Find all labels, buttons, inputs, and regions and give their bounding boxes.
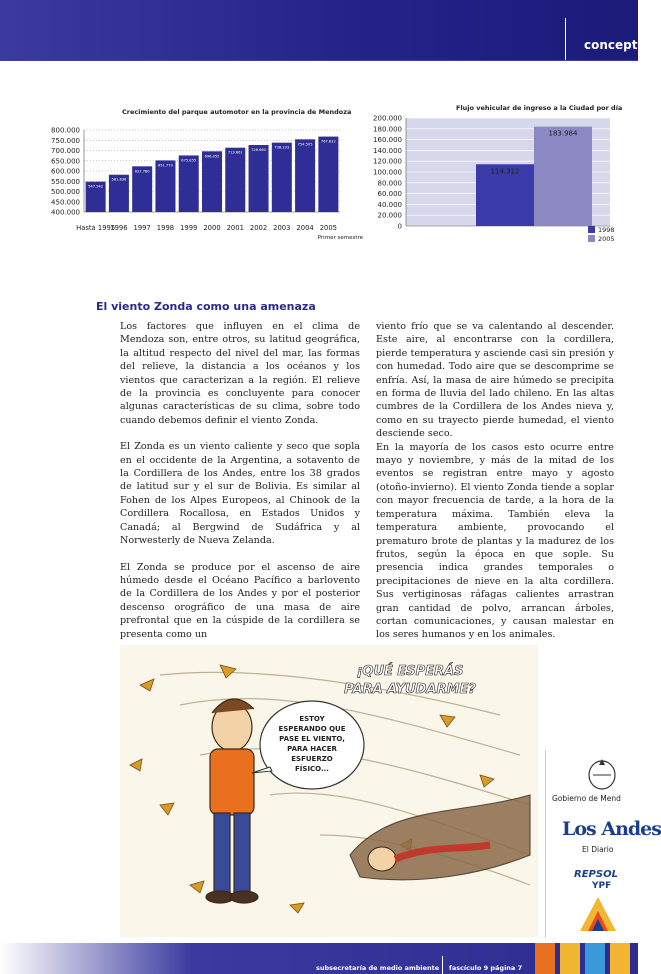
y-tick-label: 450.000 xyxy=(51,198,80,207)
gobierno-label: Gobierno de Mend xyxy=(552,794,621,803)
bar xyxy=(202,151,222,212)
bar-data-label: 622.780 xyxy=(134,169,150,174)
bar-data-label: 738.233 xyxy=(274,145,290,150)
bar-data-label: 183.984 xyxy=(548,129,578,138)
footer-color-square xyxy=(585,943,605,974)
article-left-column xyxy=(120,320,360,654)
x-tick-label: 1996 xyxy=(110,224,128,232)
el-diario-label: El Diario xyxy=(582,845,614,854)
footer-color-square xyxy=(535,943,555,974)
header-rule xyxy=(0,60,638,61)
bar-data-label: 754.505 xyxy=(297,142,313,147)
y-tick-label: 120.000 xyxy=(373,157,402,166)
bar-data-label: 675.855 xyxy=(181,158,197,163)
cartoon-title-line: ¡QUÉ ESPERÁS xyxy=(356,664,464,679)
y-tick-label: 500.000 xyxy=(51,188,80,196)
bar-data-label: 114.312 xyxy=(490,167,520,176)
footer-color-square xyxy=(610,943,630,974)
article-paragraph: El Zonda se produce por el ascenso de aire húmedo desde el Océano Pacífico a barlovento de la Cordillera de los Andes y por el posterior descenso orográfico de una masa de aire prefrontal que en la cúspide de la cordillera se presenta como un xyxy=(120,561,360,640)
x-note: Primer semestre xyxy=(317,235,364,241)
article-paragraph: viento frío que se va calentando al descender. Este aire, al encontrarse con la cordillera, pierde temperatura y asciende casi sin presión y con humedad. Todo aire que se descomprime se enfría. Así, la masa de aire húmedo se precipita en forma de lluvia del lado chileno. En las altas cumbres de la Cordillera de los Andes nieva y, como en su trayecto pierde humedad, el viento desciende seco. xyxy=(376,321,614,440)
y-tick-label: 80.000 xyxy=(377,179,402,188)
y-tick-label: 60.000 xyxy=(377,190,402,199)
x-tick-label: 2004 xyxy=(296,224,314,232)
article-right-column xyxy=(376,320,614,655)
los-andes-logo: Los Andes xyxy=(562,818,661,840)
y-tick-label: 180.000 xyxy=(373,125,402,134)
legend-label: 2005 xyxy=(598,235,615,243)
bubble-line: FÍSICO... xyxy=(295,765,329,773)
x-tick-label: 2001 xyxy=(226,224,244,232)
x-tick-label: 2002 xyxy=(249,224,268,232)
article-paragraph: Los factores que influyen en el clima de Mendoza son, entre otros, su latitud geográfica, la altitud respecto del nivel del mar, las formas del relieve, la distancia a los océanos y los vientos que caracterizan a la región. El relieve de la provincia es concluyente para conocer algunas características de su clima, sobre todo cuando debemos definir el viento Zonda. xyxy=(120,321,360,426)
bar-data-label: 713.661 xyxy=(227,150,243,155)
y-tick-label: 550.000 xyxy=(51,177,80,186)
bubble-line: ESFUERZO xyxy=(291,755,333,763)
x-tick-label: 2000 xyxy=(203,224,221,232)
bar xyxy=(225,148,245,212)
bubble-line: PARA HACER xyxy=(287,745,337,753)
zonda-cartoon xyxy=(120,645,538,937)
bar xyxy=(179,155,199,212)
y-tick-label: 0 xyxy=(397,222,402,231)
repsol-logo: REPSOL xyxy=(574,869,618,880)
bar-data-label: 547.942 xyxy=(88,184,104,189)
y-tick-label: 40.000 xyxy=(377,200,402,209)
article-paragraph: En la mayoría de los casos esto ocurre entre mayo y noviembre, y más de la mitad de los eventos se registran entre mayo y agosto (otoño-invierno). El viento Zonda tiende a soplar con mayor frecuencia de tarde, a la hora de la temperatura máxima. También eleva la temperatura ambiente, provocando el prematuro brote de plantas y la madurez de los frutos, según la época en que sople. Su presencia indica grandes temporales o precipitaciones de nieve en la alta cordillera. Sus vertiginosas ráfagas calientes arrastran gran cantidad de polvo, arrancan árboles, cortan comunicaciones, y causan malestar en los seres humanos y en los animales. xyxy=(376,441,614,641)
y-tick-label: 200.000 xyxy=(373,114,402,123)
y-tick-label: 800.000 xyxy=(51,126,80,135)
x-tick-label: 2003 xyxy=(273,224,291,232)
ypf-logo: YPF xyxy=(592,881,612,891)
x-tick-label: 2005 xyxy=(319,224,338,232)
y-tick-label: 100.000 xyxy=(373,168,402,177)
footer-divider xyxy=(442,956,443,974)
y-tick-label: 600.000 xyxy=(51,167,80,176)
bar xyxy=(272,143,292,212)
bubble-line: ESPERANDO QUE xyxy=(278,725,346,733)
y-tick-label: 750.000 xyxy=(51,136,80,145)
article-paragraph: El Zonda es un viento caliente y seco que sopla en el occidente de la Argentina, a sotavento de la Cordillera de los Andes, entre los 38 grados de latitud sur y el sur de Bolivia. Es similar al Fohen de los Alpes Europeos, al Chinook de la Cordillera Rocallosa, en Estados Unidos y Canadá; al Bergwind de Sudáfrica y al Norwesterly de Nueva Zelanda. xyxy=(120,441,360,547)
y-tick-label: 160.000 xyxy=(373,136,402,145)
article-title: El viento Zonda como una amenaza xyxy=(96,300,316,313)
bar xyxy=(249,145,269,212)
legend-label: 1998 xyxy=(598,226,615,234)
y-tick-label: 400.000 xyxy=(51,208,80,217)
cartoon-title-line: PARA AYUDARME? xyxy=(344,682,476,697)
x-tick-label: 1999 xyxy=(180,224,198,232)
chart2-title: Flujo vehicular de ingreso a la Ciudad por día xyxy=(456,104,623,112)
coat-of-arms-icon xyxy=(585,755,619,791)
y-tick-label: 700.000 xyxy=(51,147,80,155)
bar-data-label: 726.660 xyxy=(251,148,266,153)
x-tick-label: 1997 xyxy=(133,224,151,232)
chart-parque-automotor xyxy=(40,118,370,248)
section-label: conceptos xyxy=(584,38,653,52)
bar xyxy=(534,127,592,226)
footer-page: fascículo 9 página 7 xyxy=(449,964,523,972)
bar xyxy=(295,139,315,212)
ypf-emblem-icon xyxy=(578,893,618,933)
bar-data-label: 767.822 xyxy=(320,139,336,144)
y-tick-label: 650.000 xyxy=(51,157,80,166)
bar xyxy=(155,160,175,212)
bar xyxy=(318,137,338,212)
legend-swatch xyxy=(588,226,595,233)
bar-data-label: 651.770 xyxy=(158,163,173,168)
bar-data-label: 696.055 xyxy=(204,154,220,159)
header-band xyxy=(0,0,653,60)
x-tick-label: 1998 xyxy=(156,224,175,232)
bar-data-label: 581.836 xyxy=(111,177,127,182)
chart-flujo-vehicular xyxy=(362,112,614,254)
y-tick-label: 140.000 xyxy=(373,146,402,155)
bubble-line: ESTOY xyxy=(299,715,325,723)
chart1-title: Crecimiento del parque automotor en la provincia de Mendoza xyxy=(122,108,352,116)
bubble-line: PASE EL VIENTO, xyxy=(279,735,345,743)
header-divider xyxy=(565,18,566,62)
footer-color-square xyxy=(560,943,580,974)
y-tick-label: 20.000 xyxy=(377,211,402,220)
footer-org: subsecretaría de medio ambiente xyxy=(316,964,440,972)
legend-swatch xyxy=(588,235,595,242)
x-tick-label: Hasta 1995 xyxy=(76,224,116,232)
